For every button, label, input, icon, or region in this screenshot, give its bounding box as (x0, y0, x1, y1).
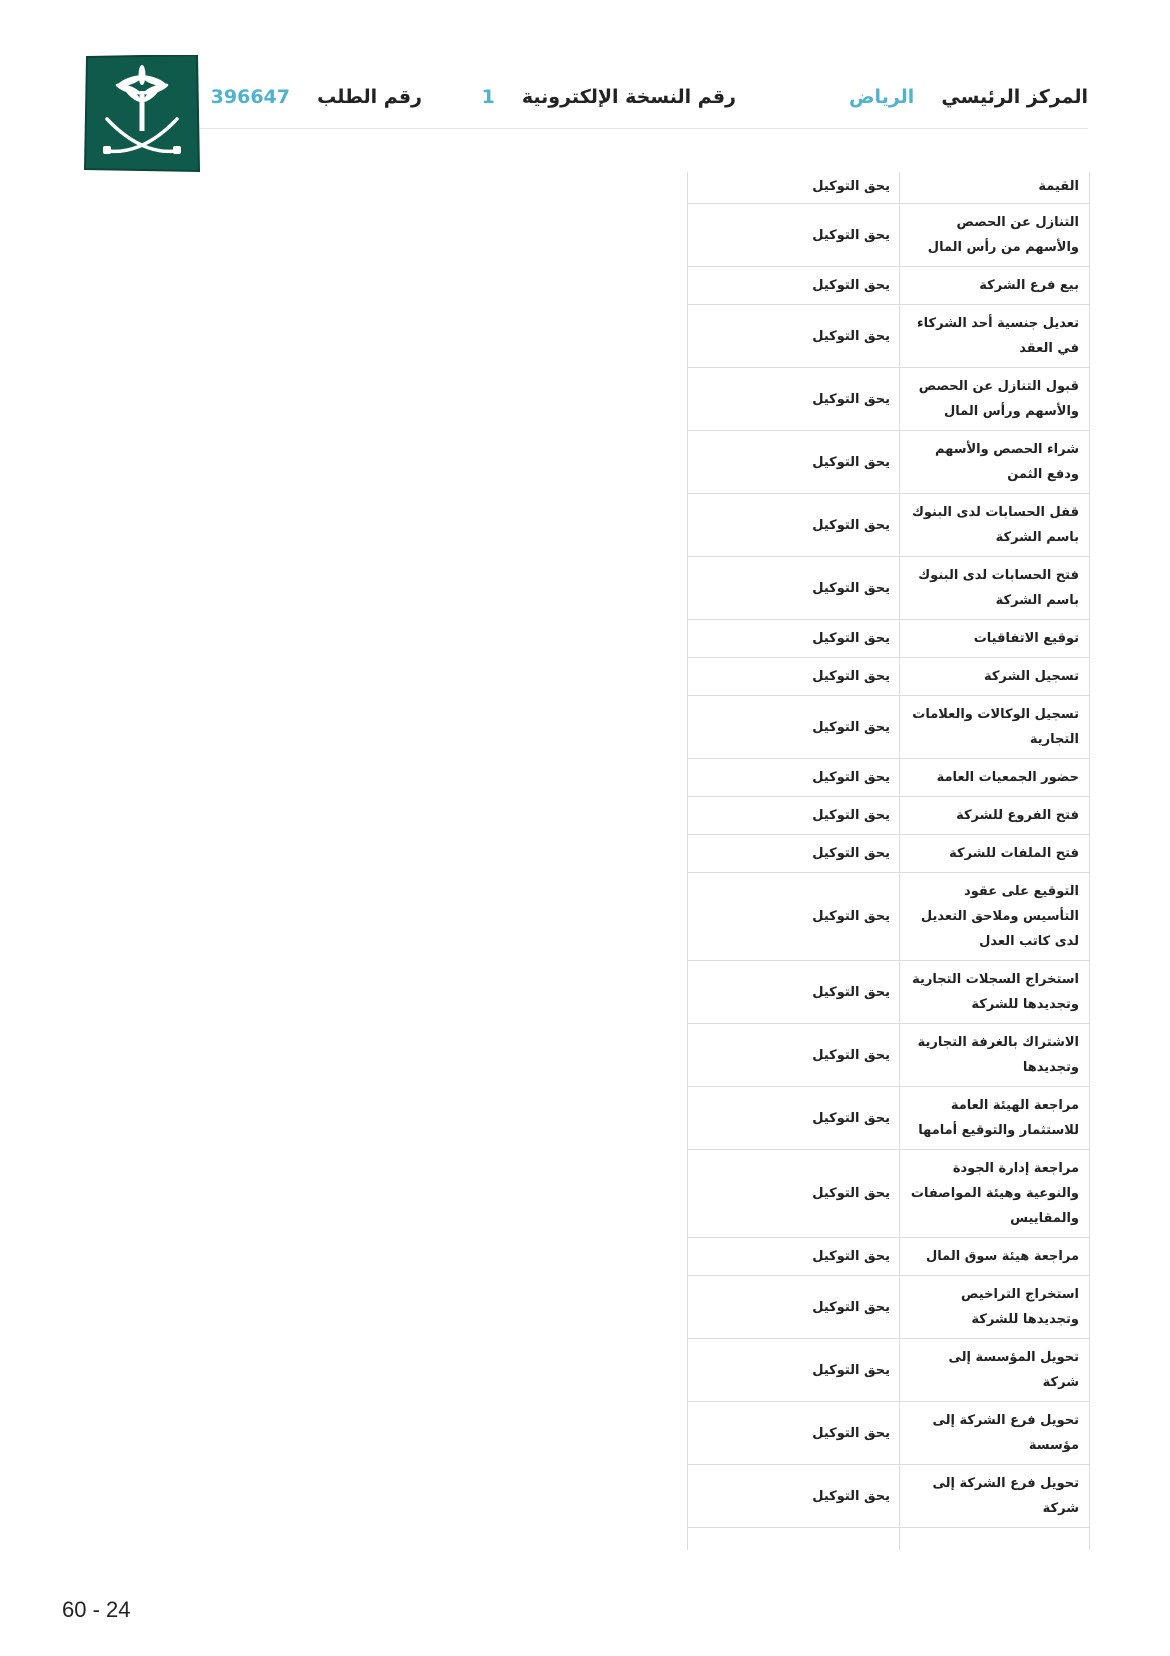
permission-label: قفل الحسابات لدى البنوك باسم الشركة (899, 494, 1089, 556)
permission-value: يحق التوكيل (812, 631, 890, 646)
permission-label: مراجعة الهيئة العامة للاستثمار والتوقيع أمامها (899, 1087, 1089, 1149)
permission-label: الاشتراك بالغرفة التجارية وتجديدها (899, 1024, 1089, 1086)
permission-label: استخراج السجلات التجارية وتجديدها للشركة (899, 961, 1089, 1023)
permission-label: توقيع الاتفاقيات (899, 620, 1089, 657)
table-row (688, 759, 1089, 797)
table-row (688, 696, 1089, 759)
permission-value: يحق التوكيل (812, 1047, 890, 1063)
permission-value: يحق التوكيل (812, 1488, 890, 1504)
table-row (688, 1402, 1089, 1465)
table-row (688, 267, 1089, 305)
permission-value: يحق التوكيل (812, 328, 890, 344)
table-row (688, 368, 1089, 431)
permission-label: تسجيل الوكالات والعلامات التجارية (899, 696, 1089, 758)
permission-value: يحق التوكيل (812, 1425, 890, 1441)
request-number-label: رقم الطلب (317, 86, 422, 108)
permission-value: يحق التوكيل (812, 669, 890, 684)
permission-value: يحق التوكيل (812, 227, 890, 243)
table-row (688, 1087, 1089, 1150)
permission-value: يحق التوكيل (812, 179, 890, 194)
document-header (200, 80, 1088, 129)
table-row (688, 1238, 1089, 1276)
table-row (688, 658, 1089, 696)
permission-value: يحق التوكيل (812, 1362, 890, 1378)
table-row (688, 873, 1089, 961)
page-indicator: 60 - 24 (62, 1597, 131, 1622)
permissions-table (687, 172, 1090, 1550)
permission-label: تحويل فرع الشركة إلى مؤسسة (899, 1402, 1089, 1464)
permission-label: فتح الملفات للشركة (899, 835, 1089, 872)
permission-value: يحق التوكيل (812, 517, 890, 533)
main-center-group (849, 86, 1088, 108)
permission-label: التنازل عن الحصص والأسهم من رأس المال (899, 204, 1089, 266)
table-row (688, 204, 1089, 267)
permission-label: استخراج التراخيص وتجديدها للشركة (899, 1276, 1089, 1338)
permission-value: يحق التوكيل (812, 846, 890, 861)
permission-label: تعديل جنسية أحد الشركاء في العقد (899, 305, 1089, 367)
permission-label: حضور الجمعيات العامة (899, 759, 1089, 796)
permission-value: يحق التوكيل (812, 278, 890, 293)
permission-value: يحق التوكيل (812, 1110, 890, 1126)
permission-label: مراجعة هيئة سوق المال (899, 1238, 1089, 1275)
permission-value: يحق التوكيل (812, 719, 890, 735)
table-row (688, 1150, 1089, 1238)
permission-label: فتح الحسابات لدى البنوك باسم الشركة (899, 557, 1089, 619)
table-row (688, 961, 1089, 1024)
permission-value: يحق التوكيل (812, 454, 890, 470)
permission-label: فتح الفروع للشركة (899, 797, 1089, 834)
saudi-emblem-icon (83, 55, 201, 173)
permission-label: التوقيع على عقود التأسيس وملاحق التعديل لدى كاتب العدل (899, 873, 1089, 960)
permission-value: يحق التوكيل (812, 1299, 890, 1315)
main-center-value: الرياض (849, 86, 915, 108)
table-row (688, 835, 1089, 873)
permission-label: بيع فرع الشركة (899, 267, 1089, 304)
permission-label: تحويل المؤسسة إلى شركة (899, 1339, 1089, 1401)
permission-value: يحق التوكيل (812, 1186, 890, 1201)
request-number-value: 396647 (210, 86, 290, 108)
table-row (688, 557, 1089, 620)
table-row (688, 620, 1089, 658)
table-row (688, 431, 1089, 494)
empty-cell (899, 1528, 1089, 1550)
permission-label: تسجيل الشركة (899, 658, 1089, 695)
copy-number-value: 1 (481, 86, 495, 108)
table-row (688, 1276, 1089, 1339)
main-center-label: المركز الرئيسي (941, 86, 1088, 108)
permission-value: يحق التوكيل (812, 770, 890, 785)
table-row (688, 1339, 1089, 1402)
permission-value: يحق التوكيل (812, 1249, 890, 1264)
permission-value: يحق التوكيل (812, 391, 890, 407)
table-row-continuation (688, 1528, 1089, 1550)
table-row (688, 797, 1089, 835)
permission-value: يحق التوكيل (812, 808, 890, 823)
table-row (688, 1465, 1089, 1528)
permission-value: يحق التوكيل (812, 984, 890, 1000)
permission-value: يحق التوكيل (812, 580, 890, 596)
table-row (688, 1024, 1089, 1087)
copy-number-group (482, 86, 736, 108)
table-row (688, 172, 1089, 204)
permission-label: تحويل فرع الشركة إلى شركة (899, 1465, 1089, 1527)
permission-label: القيمة (899, 172, 1089, 203)
permission-value: يحق التوكيل (812, 909, 890, 924)
permission-label: شراء الحصص والأسهم ودفع الثمن (899, 431, 1089, 493)
permission-label: مراجعة إدارة الجودة والنوعية وهيئة المواصفات والمقاييس (899, 1150, 1089, 1237)
permission-label: قبول التنازل عن الحصص والأسهم ورأس المال (899, 368, 1089, 430)
request-number-group (211, 86, 422, 108)
table-row (688, 305, 1089, 368)
table-row (688, 494, 1089, 557)
copy-number-label: رقم النسخة الإلكترونية (521, 86, 736, 108)
